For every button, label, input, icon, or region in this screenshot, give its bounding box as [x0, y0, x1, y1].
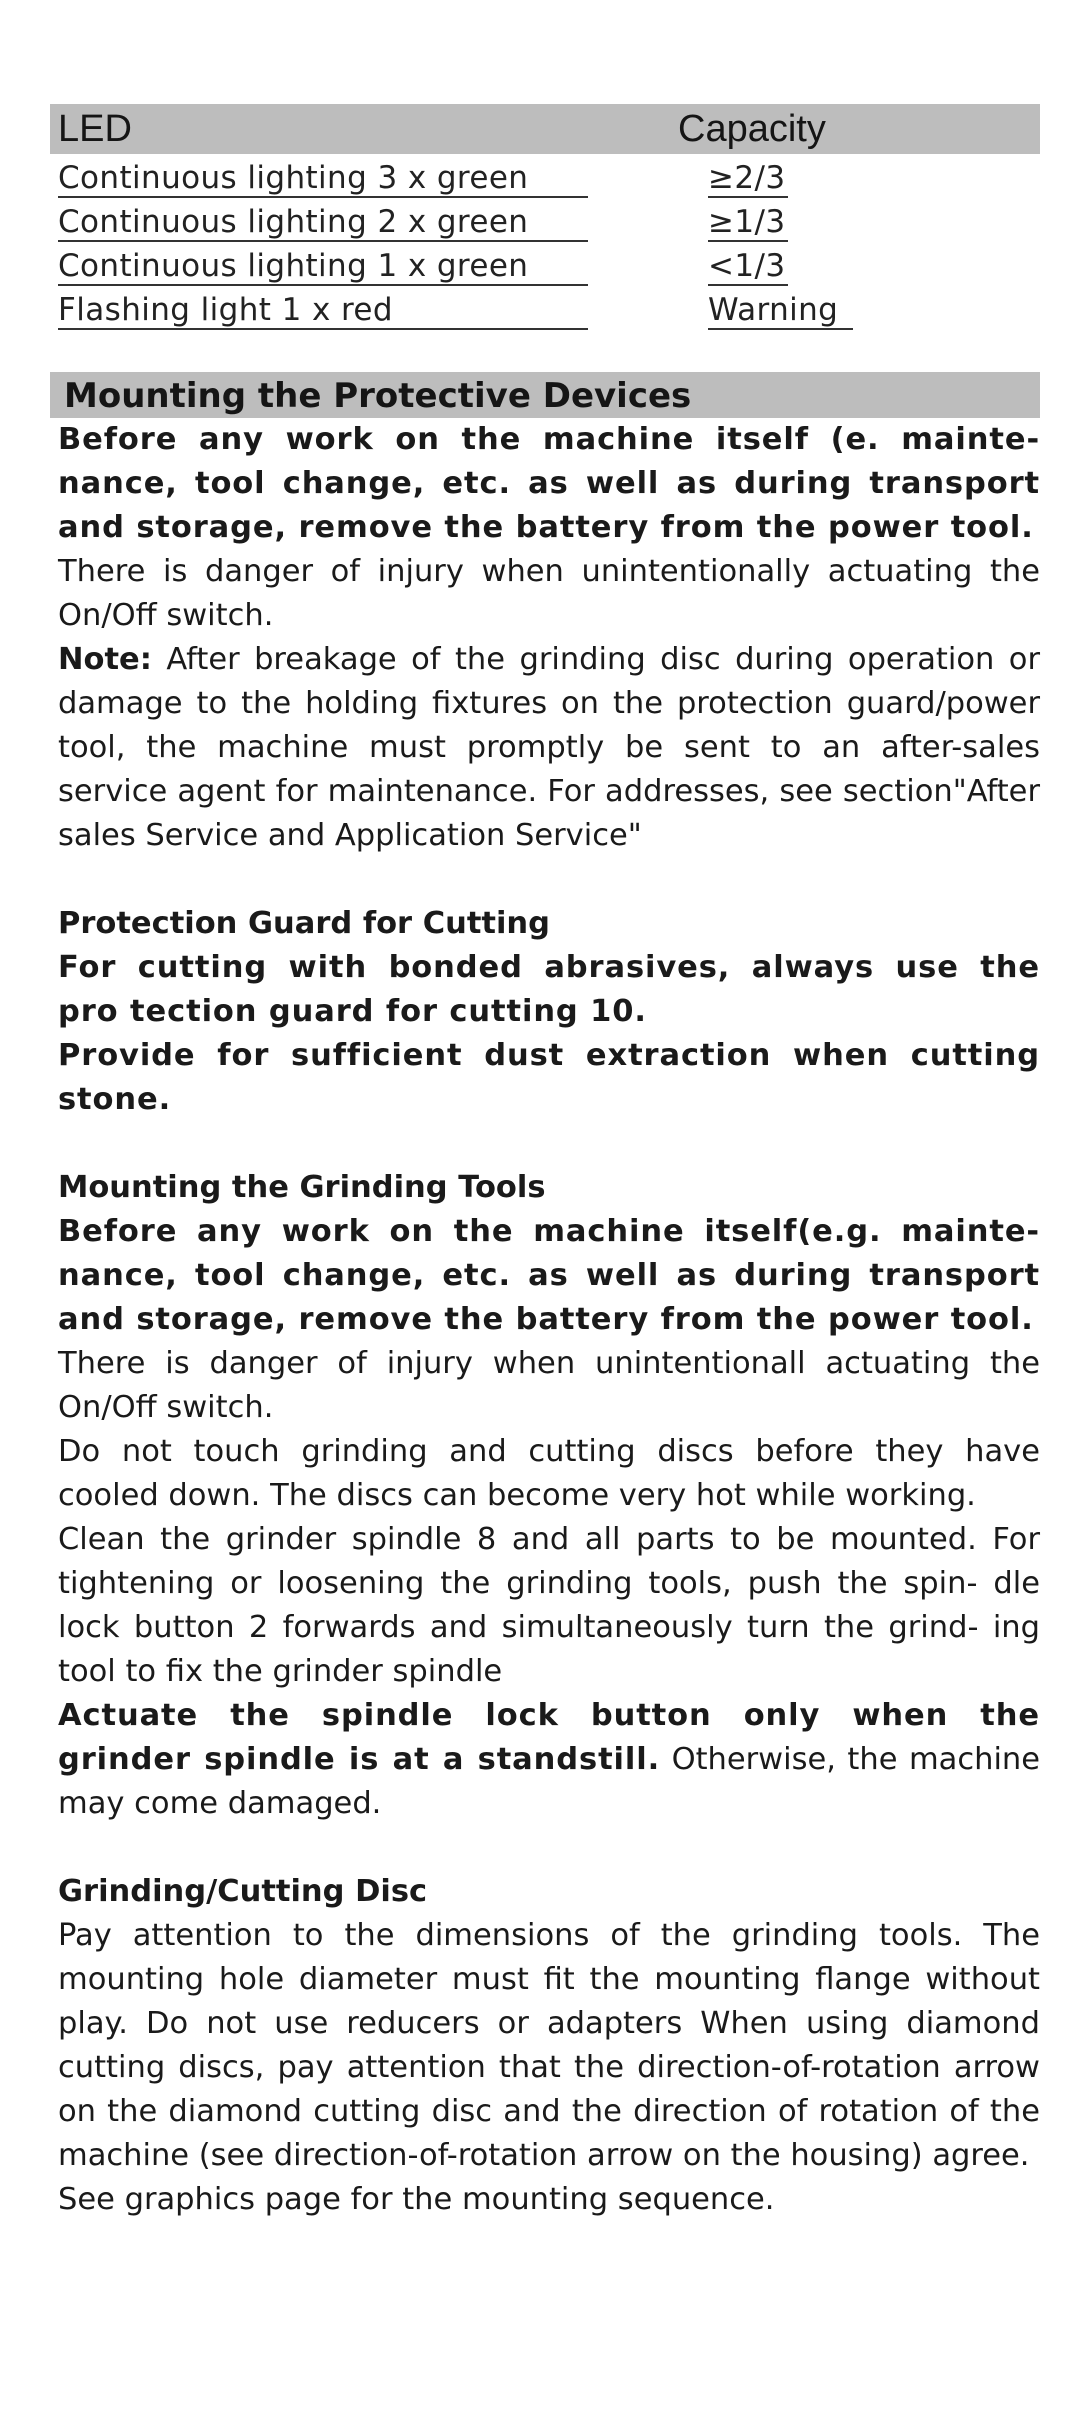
capacity-cell: ≥2/3 [708, 160, 788, 198]
capacity-cell: ≥1/3 [708, 204, 788, 242]
table-header [50, 104, 1040, 154]
led-cell: Continuous lighting 2 x green [58, 204, 588, 242]
capacity-cell: <1/3 [708, 248, 788, 286]
led-capacity-table [50, 104, 1040, 330]
led-cell: Continuous lighting 1 x green [58, 248, 588, 286]
table-row [50, 242, 1040, 286]
led-cell: Flashing light 1 x red [58, 292, 588, 330]
danger-text-2: There is danger of injury when unintentionall actuating the On/Off switch. [58, 1346, 1040, 1425]
battery-warning: Before any work on the machine itself (e. mainte-nance, tool change, etc. as well as during transport and storage, remove the battery from the power tool. [58, 422, 1040, 545]
table-row [50, 286, 1040, 330]
led-cell: Continuous lighting 3 x green [58, 160, 588, 198]
table-row [50, 198, 1040, 242]
danger-text: There is danger of injury when unintentionally actuating the On/Off switch. [58, 554, 1040, 633]
guard-heading: Protection Guard for Cutting [58, 906, 550, 941]
capacity-column-header: Capacity [678, 107, 826, 150]
hot-disc-text: Do not touch grinding and cutting discs before they have cooled down. The discs can become very hot while working. [58, 1434, 1040, 1513]
note-label: Note: [58, 642, 152, 677]
note-text: After breakage of the grinding disc during operation or damage to the holding fixtures on the protection guard/power tool, the machine must promptly be sent to an after-sales service agent for maintenance. For addresses, see section"After sales Service and Application Service" [58, 642, 1040, 853]
spindle-lock-warning: Actuate the spindle lock button only when the grinder spindle is at a standstill. [58, 1698, 1040, 1777]
battery-warning-2: Before any work on the machine itself(e.g. mainte-nance, tool change, etc. as well as during transport and storage, remove the battery from the power tool. [58, 1214, 1040, 1337]
protective-devices-section [58, 418, 1040, 2222]
disc-heading: Grinding/Cutting Disc [58, 1874, 428, 1909]
capacity-cell: Warning [708, 292, 853, 330]
section-title: Mounting the Protective Devices [50, 372, 1040, 418]
graphics-reference: See graphics page for the mounting sequence. [58, 2182, 775, 2217]
dust-instruction: Provide for sufficient dust extraction when cutting stone. [58, 1038, 1040, 1117]
spindle-lock-paragraph [58, 1694, 1040, 1826]
clean-spindle-text: Clean the grinder spindle 8 and all parts to be mounted. For tightening or loosening the grinding tools, push the spin- dle lock button 2 forwards and simultaneously turn the grind- ing tool to fix the grinder spindle [58, 1522, 1040, 1689]
led-column-header: LED [58, 107, 132, 150]
table-row [50, 154, 1040, 198]
disc-text: Pay attention to the dimensions of the grinding tools. The mounting hole diameter must fit the mounting flange without play. Do not use reducers or adapters When using diamond cutting discs, pay attention that the direction-of-rotation arrow on the diamond cutting disc and the direction of rotation of the machine (see direction-of-rotation arrow on the housing) agree. [58, 1918, 1040, 2173]
grinding-tools-heading: Mounting the Grinding Tools [58, 1170, 546, 1205]
spindle-lock-rest: Otherwise, the machine may come damaged. [58, 1742, 1041, 1821]
note-paragraph [58, 638, 1040, 858]
guard-instruction: For cutting with bonded abrasives, always use the pro tection guard for cutting 10. [58, 950, 1040, 1029]
